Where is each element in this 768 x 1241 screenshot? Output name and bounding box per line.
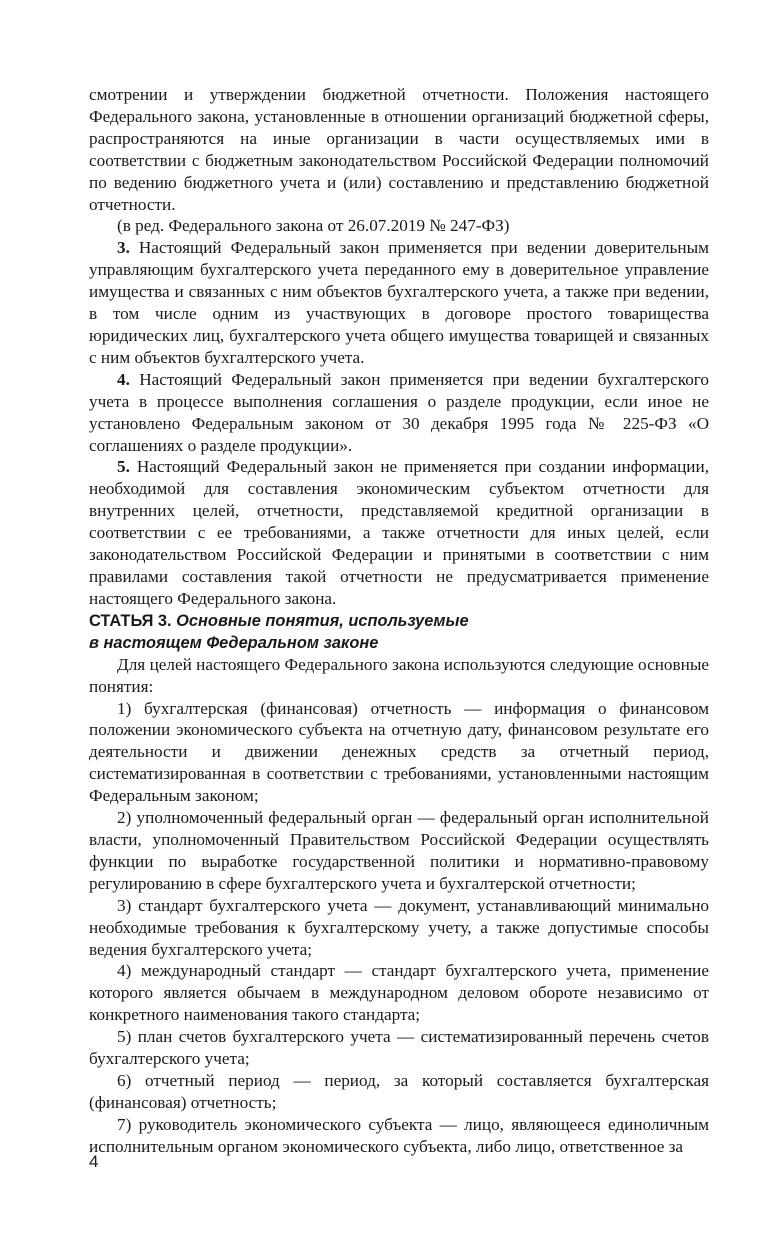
- article-title-line-1: Основные понятия, используемые: [176, 611, 469, 630]
- paragraph-continuation: смотрении и утверждении бюджетной отчетности. Положения настоящего Федерального закона, установленные в отношении организаций бюджетной сферы, распространяются на иные организации в части осуществляемых ими в соответствии с бюджетным законодательством Российской Федерации полномочий по ведению бюджетного учета и (или) составлению и представлению бюджетной отчетности.: [89, 85, 709, 214]
- amendment-note: (в ред. Федерального закона от 26.07.2019 № 247-ФЗ): [117, 216, 510, 236]
- article-label: СТАТЬЯ 3.: [89, 611, 172, 630]
- paragraph-5: [89, 456, 709, 609]
- paragraph-3-number: 3.: [117, 238, 130, 258]
- article-heading: [89, 610, 709, 654]
- article-title-line-2: в настоящем Федеральном законе: [89, 633, 379, 652]
- definition-item: 2) уполномоченный федеральный орган — федеральный орган исполнительной власти, уполномоченный Правительством Российской Федерации осуществлять функции по выработке государственной политики и нормативно-правовому регулированию в сфере бухгалтерского учета и бухгалтерской отчетности;: [89, 808, 709, 893]
- paragraph-3: [89, 237, 709, 368]
- paragraph-3-text: Настоящий Федеральный закон применяется при ведении доверительным управляющим бухгалтерского учета переданного ему в доверительное управление имущества и связанных с ним объектов бухгалтерского учета, а также при ведении, в том числе одним из участвующих в договоре простого товарищества юридических лиц, бухгалтерского учета общего имущества товарищей и связанных с ним объектов бухгалтерского учета.: [89, 238, 709, 367]
- paragraph-4-text: Настоящий Федеральный закон применяется при ведении бухгалтерского учета в процессе выполнения соглашения о разделе продукции, если иное не установлено Федеральным законом от 30 декабря 1995 года № 225-ФЗ «О соглашениях о разделе продукции».: [89, 369, 709, 455]
- paragraph-5-text: Настоящий Федеральный закон не применяется при создании информации, необходимой для составления экономическим субъектом отчетности для внутренних целей, отчетности, представляемой кредитной организации в соответствии с ее требованиями, а также отчетности для иных целей, если законодательством Российской Федерации и принятыми в соответствии с ним правилами составления такой отчетности не предусматривается применение настоящего Федерального закона.: [89, 457, 709, 608]
- document-body: [89, 84, 709, 1158]
- paragraph-5-number: 5.: [117, 457, 130, 477]
- page-number: 4: [89, 1152, 99, 1171]
- paragraph-4-number: 4.: [117, 369, 130, 389]
- definition-item: 1) бухгалтерская (финансовая) отчетность — информация о финансовом положении экономического субъекта на отчетную дату, финансовом результате его деятельности и движении денежных средств за отчетный период, систематизированная в соответствии с требованиями, установленными настоящим Федеральным законом;: [89, 698, 709, 806]
- definition-item: 3) стандарт бухгалтерского учета — документ, устанавливающий минимально необходимые требования к бухгалтерскому учету, а также допустимые способы ведения бухгалтерского учета;: [89, 895, 709, 959]
- article-intro: Для целей настоящего Федерального закона используются следующие основные понятия:: [89, 654, 709, 696]
- definition-item: 5) план счетов бухгалтерского учета — систематизированный перечень счетов бухгалтерского учета;: [89, 1027, 709, 1069]
- definition-item: 6) отчетный период — период, за который составляется бухгалтерская (финансовая) отчетность;: [89, 1070, 709, 1112]
- definition-item: 7) руководитель экономического субъекта — лицо, являющееся единоличным исполнительным органом экономического субъекта, либо лицо, ответственное за: [89, 1114, 709, 1156]
- paragraph-4: [89, 369, 709, 457]
- definition-item: 4) международный стандарт — стандарт бухгалтерского учета, применение которого является обычаем в международном деловом обороте независимо от конкретного наименования такого стандарта;: [89, 961, 709, 1025]
